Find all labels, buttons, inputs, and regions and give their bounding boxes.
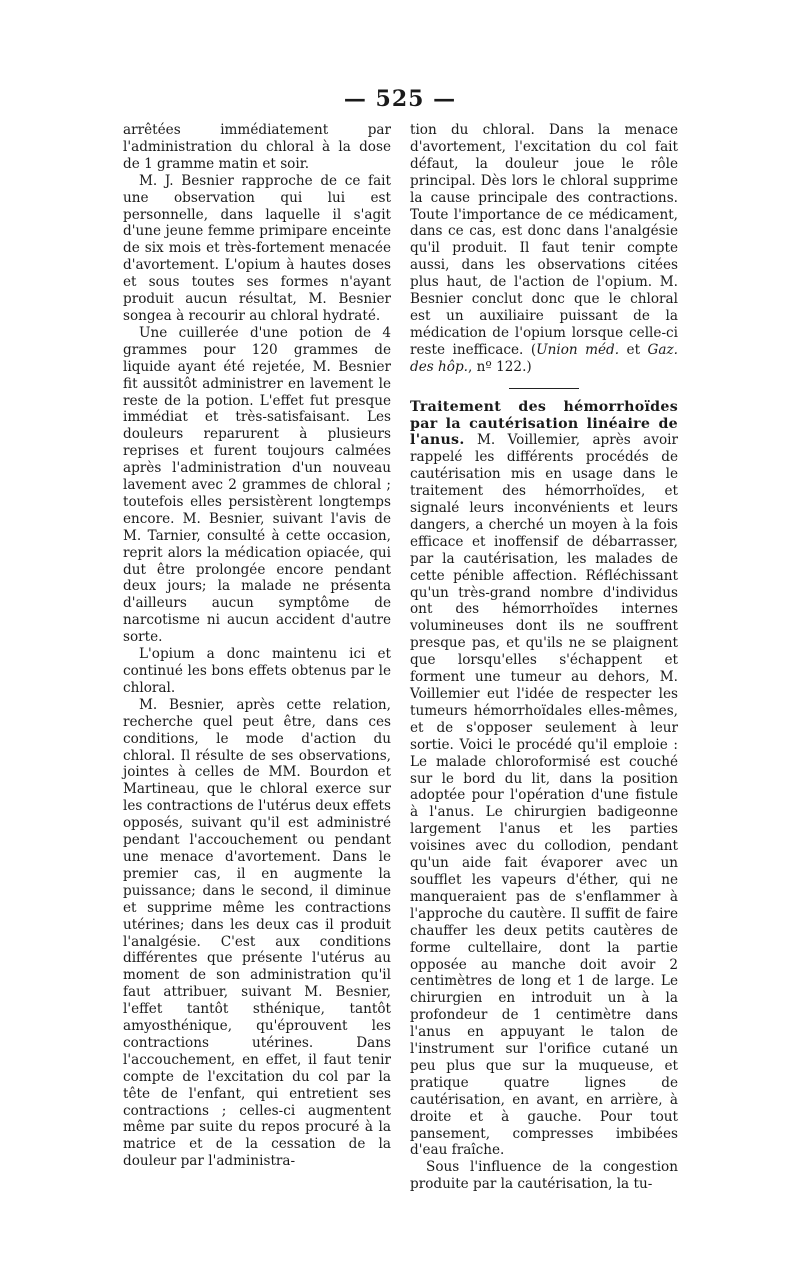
left-column bbox=[123, 122, 391, 1170]
paragraph: Sous l'influence de la congestion produite par la cautérisation, la tu- bbox=[410, 1159, 678, 1193]
paragraph: arrêtées immédiatement par l'administration du chloral à la dose de 1 gramme matin et soir. bbox=[123, 122, 391, 172]
continued-text: tion du chloral. Dans la menace d'avortement, l'excitation du col fait défaut, la douleur joue le rôle principal. Dès lors le chloral supprime la cause principale des contractions. Toute l'importance de ce médicament, dans ce cas, est donc dans l'analgésie qu'il produit. Il faut tenir compte aussi, dans les observations citées plus haut, de l'action de l'opium. M. Besnier conclut donc que le chloral est un auxiliaire puissant de la médication de l'opium lorsque celle-ci reste inefficace. ( bbox=[410, 122, 678, 358]
citation-connector: et bbox=[619, 341, 648, 358]
paragraph bbox=[410, 122, 678, 376]
paragraph: Une cuillerée d'une potion de 4 grammes pour 120 grammes de liquide ayant été rejetée, M. Besnier fit aussitôt administrer en lavement le reste de la potion. L'effet fut presque immédiat et très-satisfaisant. Les douleurs reparurent à plusieurs reprises et furent toujours calmées après l'administration d'un nouveau lavement avec 2 grammes de chloral ; toutefois elles persistèrent longtemps encore. M. Besnier, suivant l'avis de M. Tarnier, consulté à cette occasion, reprit alors la médication opiacée, qui dut être prolongée encore pendant deux jours; la malade ne présenta d'ailleurs aucun symptôme de narcotisme ni aucun accident d'autre sorte. bbox=[123, 324, 391, 646]
paragraph bbox=[410, 399, 678, 1160]
citation-journal: Union méd. bbox=[536, 341, 620, 358]
right-column bbox=[410, 122, 678, 1193]
paragraph: L'opium a donc maintenu ici et continué les bons effets obtenus par le chloral. bbox=[123, 646, 391, 696]
paragraph: M. Besnier, après cette relation, recherche quel peut être, dans ces conditions, le mode d'action du chloral. Il résulte de ses observations, jointes à celles de MM. Bourdon et Martineau, que le chloral exerce sur les contractions de l'utérus deux effets opposés, suivant qu'il est administré pendant l'accouchement ou pendant une menace d'avortement. Dans le premier cas, il en augmente la puissance; dans le second, il diminue et supprime même les contractions utérines; dans les deux cas il produit l'analgésie. C'est aux conditions différentes que présente l'utérus au moment de son administration qu'il faut attribuer, suivant M. Besnier, l'effet tantôt sthénique, tantôt amyosthénique, qu'éprouvent les contractions utérines. Dans l'accouchement, en effet, il faut tenir compte de l'excitation du col par la tête de l'enfant, qui entretient ses contractions ; celles-ci augmentent même par suite du repos procuré à la matrice et de la cessation de la douleur par l'administra- bbox=[123, 696, 391, 1170]
page-number: — 525 — bbox=[343, 86, 457, 112]
section-divider bbox=[509, 388, 579, 389]
section-body: M. Voillemier, après avoir rappelé les différents procédés de cautérisation mis en usage dans le traitement des hémorrhoïdes, et signalé leurs inconvénients et leurs dangers, a cherché un moyen à la fois efficace et inoffensif de débarrasser, par la cautérisation, les malades de cette pénible affection. Réfléchissant qu'un très-grand nombre d'individus ont des hémorrhoïdes internes volumineuses dont ils ne souffrent presque pas, et qu'ils ne se plaignent que lorsqu'elles s'échappent et forment une tumeur au dehors, M. Voillemier eut l'idée de respecter les tumeurs hémorrhoïdales elles-mêmes, et de s'opposer seulement à leur sortie. Voici le procédé qu'il emploie : Le malade chloroformisé est couché sur le bord du lit, dans la position adoptée pour l'opération d'une fistule à l'anus. Le chirurgien badigeonne largement l'anus et les parties voisines avec du collodion, pendant qu'un aide fait évaporer avec un soufflet les vapeurs d'éther, qui ne manqueraient pas de s'enflammer à l'approche du cautère. Il suffit de faire chauffer les deux petits cautères de forme cultellaire, dont la partie opposée au manche doit avoir 2 centimètres de long et 1 de large. Le chirurgien en introduit un à la profondeur de 1 centimètre dans l'anus en appuyant le talon de l'instrument sur l'orifice cutané un peu plus que sur la muqueuse, et pratique quatre lignes de cautérisation, en avant, en arrière, à droite et à gauche. Pour tout pansement, compresses imbibées d'eau fraîche. bbox=[410, 432, 678, 1159]
paragraph: M. J. Besnier rapproche de ce fait une observation qui lui est personnelle, dans laquelle il s'agit d'une jeune femme primipare enceinte de six mois et très-fortement menacée d'avortement. L'opium à hautes doses et sous toutes ses formes n'ayant produit aucun résultat, M. Besnier songea à recourir au chloral hydraté. bbox=[123, 172, 391, 324]
citation-journal: Gaz. des hôp. bbox=[410, 341, 678, 375]
citation-number: , nº 122.) bbox=[468, 358, 532, 375]
section-heading: Traitement des hémorrhoïdes par la cautérisation linéaire de l'anus. bbox=[410, 398, 678, 449]
